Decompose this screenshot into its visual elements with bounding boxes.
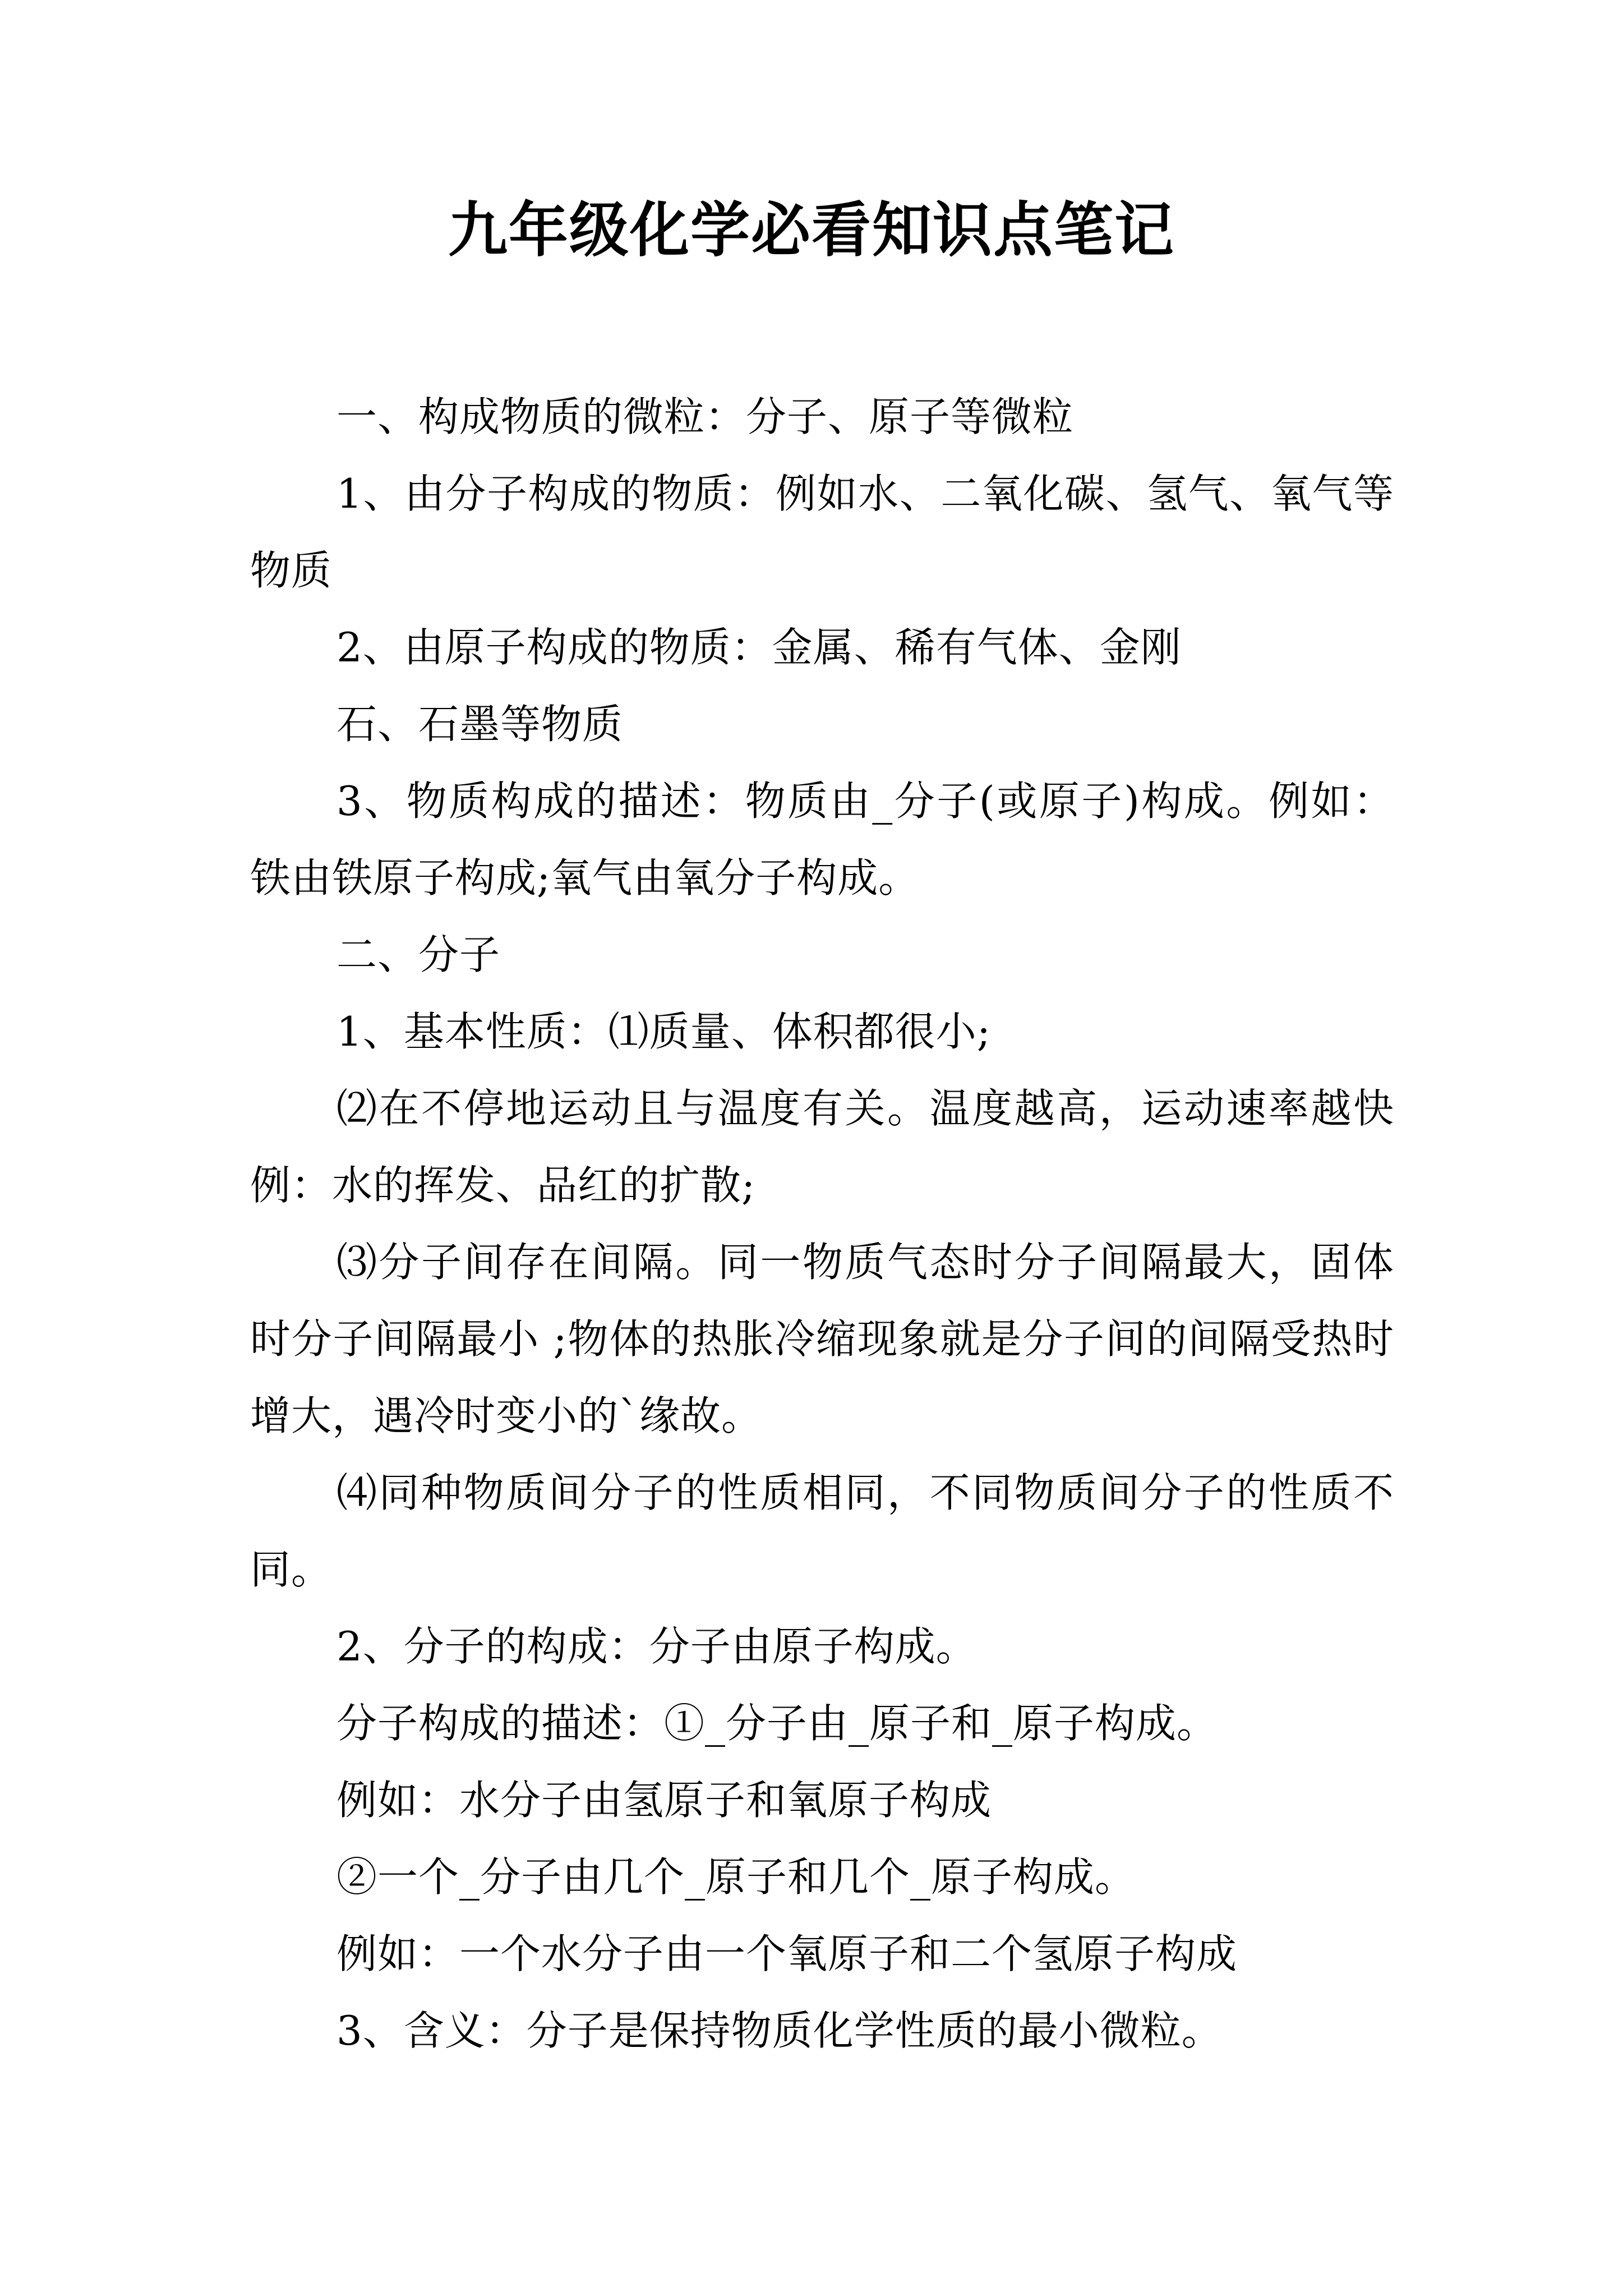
paragraph-atomic-substances: 2、由原子构成的物质：金属、稀有气体、金刚 bbox=[336, 624, 1182, 671]
paragraph-molecular-substances: 1、由分子构成的物质：例如水、二氧化碳、氢气、氧气等物质 bbox=[250, 470, 1394, 594]
paragraph-section-2-heading: 二、分子 bbox=[336, 931, 501, 978]
paragraph-atomic-substances-continued: 石、石墨等物质 bbox=[336, 701, 624, 748]
document-body bbox=[250, 379, 1394, 2069]
paragraph-composition-description: 3、物质构成的描述：物质由_分子(或原子)构成。例如：铁由铁原子构成;氧气由氧分子构成。 bbox=[250, 777, 1394, 901]
paragraph-property-spacing: ⑶分子间存在间隔。同一物质气态时分子间隔最大，固体时分子间隔最小 ;物体的热胀冷缩现象就是分子间的间隔受热时增大，遇冷时变小的`缘故。 bbox=[250, 1239, 1394, 1439]
paragraph-composition-rule-2: ②一个_分子由几个_原子和几个_原子构成。 bbox=[336, 1853, 1136, 1901]
paragraph-section-1-heading: 一、构成物质的微粒：分子、原子等微粒 bbox=[336, 393, 1074, 440]
paragraph-composition-rule-1: 分子构成的描述：①_分子由_原子和_原子构成。 bbox=[336, 1700, 1218, 1747]
paragraph-example-2: 例如：一个水分子由一个氧原子和二个氢原子构成 bbox=[336, 1930, 1238, 1977]
paragraph-molecule-composition: 2、分子的构成：分子由原子构成。 bbox=[336, 1623, 977, 1670]
paragraph-basic-properties: 1、基本性质：⑴质量、体积都很小; bbox=[336, 1008, 992, 1055]
paragraph-property-same-substance: ⑷同种物质间分子的性质相同，不同物质间分子的性质不同。 bbox=[250, 1469, 1394, 1593]
paragraph-property-motion: ⑵在不停地运动且与温度有关。温度越高，运动速率越快 例：水的挥发、品红的扩散; bbox=[250, 1085, 1394, 1209]
paragraph-meaning: 3、含义：分子是保持物质化学性质的最小微粒。 bbox=[336, 2007, 1223, 2054]
paragraph-example-1: 例如：水分子由氢原子和氧原子构成 bbox=[336, 1777, 992, 1824]
document-title: 九年级化学必看知识点笔记 bbox=[448, 195, 1175, 265]
